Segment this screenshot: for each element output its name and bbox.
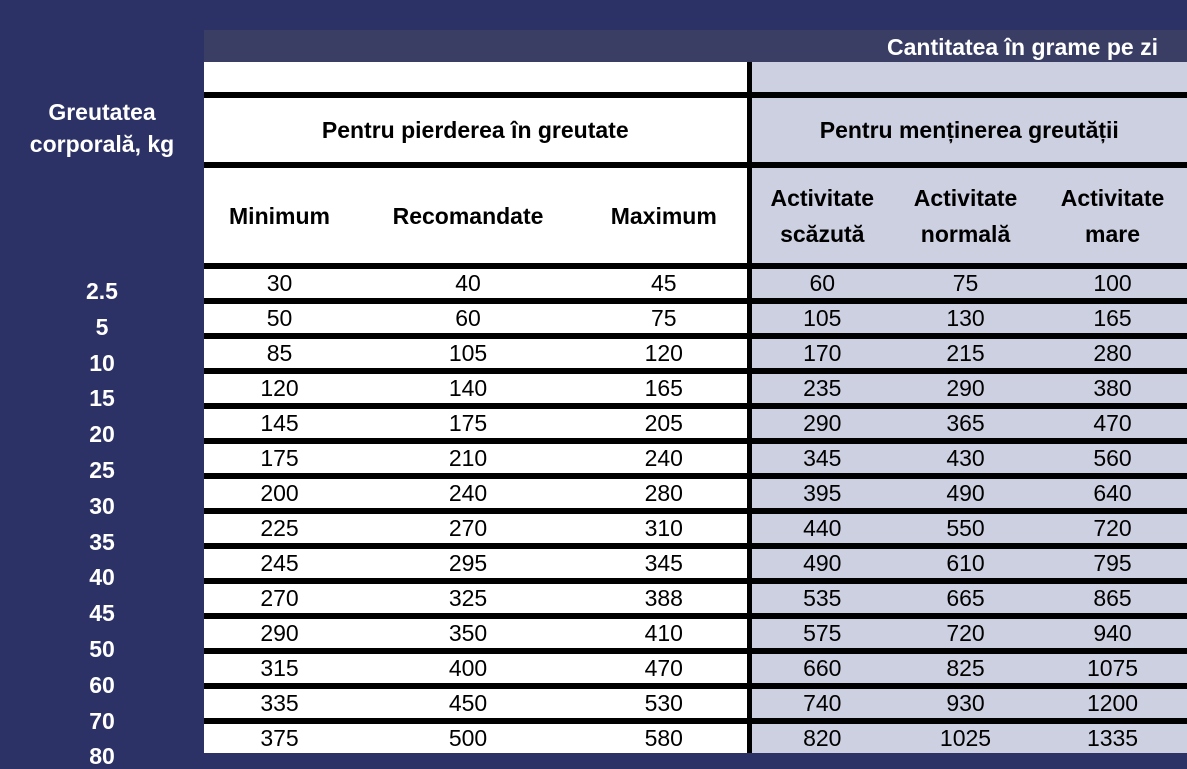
weight-cell: 15 bbox=[89, 385, 115, 412]
weight-cell: 35 bbox=[89, 528, 115, 555]
weight-cell: 80 bbox=[89, 743, 115, 769]
cell-high: 280 bbox=[1038, 336, 1187, 371]
cell-low: 345 bbox=[749, 441, 893, 476]
cell-high: 1335 bbox=[1038, 721, 1187, 753]
cell-low: 820 bbox=[749, 721, 893, 753]
col-maximum: Maximum bbox=[581, 165, 749, 266]
cell-max: 205 bbox=[581, 406, 749, 441]
table-row bbox=[204, 371, 1187, 406]
cell-normal: 825 bbox=[893, 651, 1038, 686]
cell-max: 470 bbox=[581, 651, 749, 686]
cell-high: 795 bbox=[1038, 546, 1187, 581]
cell-recommended: 400 bbox=[355, 651, 581, 686]
cell-recommended: 210 bbox=[355, 441, 581, 476]
group-header-row bbox=[204, 95, 1187, 165]
cell-normal: 215 bbox=[893, 336, 1038, 371]
table-row bbox=[204, 406, 1187, 441]
cell-max: 120 bbox=[581, 336, 749, 371]
feeding-table bbox=[204, 62, 1187, 753]
cell-max: 580 bbox=[581, 721, 749, 753]
cell-min: 145 bbox=[204, 406, 355, 441]
cell-high: 470 bbox=[1038, 406, 1187, 441]
cell-min: 375 bbox=[204, 721, 355, 753]
cell-max: 345 bbox=[581, 546, 749, 581]
cell-min: 290 bbox=[204, 616, 355, 651]
table-row bbox=[204, 301, 1187, 336]
weight-cell: 20 bbox=[89, 421, 115, 448]
cell-min: 315 bbox=[204, 651, 355, 686]
cell-low: 170 bbox=[749, 336, 893, 371]
cell-recommended: 175 bbox=[355, 406, 581, 441]
col-low-activity: Activitate scăzută bbox=[749, 165, 893, 266]
cell-min: 200 bbox=[204, 476, 355, 511]
cell-recommended: 105 bbox=[355, 336, 581, 371]
table-row bbox=[204, 546, 1187, 581]
cell-max: 240 bbox=[581, 441, 749, 476]
weight-column-header bbox=[0, 96, 204, 160]
group-weight-maintenance: Pentru menținerea greutății bbox=[749, 95, 1187, 165]
cell-max: 45 bbox=[581, 266, 749, 301]
cell-recommended: 240 bbox=[355, 476, 581, 511]
cell-min: 225 bbox=[204, 511, 355, 546]
cell-high: 640 bbox=[1038, 476, 1187, 511]
cell-recommended: 140 bbox=[355, 371, 581, 406]
cell-low: 440 bbox=[749, 511, 893, 546]
table-row bbox=[204, 266, 1187, 301]
table-row bbox=[204, 616, 1187, 651]
cell-normal: 610 bbox=[893, 546, 1038, 581]
weight-header-line-1: Greutatea bbox=[48, 99, 156, 125]
cell-min: 85 bbox=[204, 336, 355, 371]
cell-min: 50 bbox=[204, 301, 355, 336]
weight-cell: 25 bbox=[89, 456, 115, 483]
cell-high: 380 bbox=[1038, 371, 1187, 406]
cell-high: 165 bbox=[1038, 301, 1187, 336]
table-row bbox=[204, 336, 1187, 371]
column-header-row bbox=[204, 165, 1187, 266]
spacer-row bbox=[204, 62, 1187, 95]
col-normal-activity: Activitate normală bbox=[893, 165, 1038, 266]
col-recommended: Recomandate bbox=[355, 165, 581, 266]
cell-recommended: 350 bbox=[355, 616, 581, 651]
cell-min: 245 bbox=[204, 546, 355, 581]
table-row bbox=[204, 651, 1187, 686]
cell-high: 560 bbox=[1038, 441, 1187, 476]
weight-cell: 10 bbox=[89, 349, 115, 376]
weight-cell: 70 bbox=[89, 707, 115, 734]
weight-cell: 40 bbox=[89, 564, 115, 591]
table-row bbox=[204, 441, 1187, 476]
cell-high: 720 bbox=[1038, 511, 1187, 546]
col-high-activity: Activitate mare bbox=[1038, 165, 1187, 266]
weight-cell: 2.5 bbox=[86, 278, 118, 304]
cell-max: 388 bbox=[581, 581, 749, 616]
weight-cell: 45 bbox=[89, 600, 115, 627]
cell-normal: 720 bbox=[893, 616, 1038, 651]
cell-low: 660 bbox=[749, 651, 893, 686]
cell-high: 100 bbox=[1038, 266, 1187, 301]
cell-normal: 665 bbox=[893, 581, 1038, 616]
cell-low: 60 bbox=[749, 266, 893, 301]
cell-recommended: 450 bbox=[355, 686, 581, 721]
table-row bbox=[204, 476, 1187, 511]
cell-recommended: 270 bbox=[355, 511, 581, 546]
cell-high: 1075 bbox=[1038, 651, 1187, 686]
cell-low: 490 bbox=[749, 546, 893, 581]
cell-min: 30 bbox=[204, 266, 355, 301]
cell-max: 75 bbox=[581, 301, 749, 336]
cell-low: 740 bbox=[749, 686, 893, 721]
cell-low: 395 bbox=[749, 476, 893, 511]
cell-high: 865 bbox=[1038, 581, 1187, 616]
cell-normal: 1025 bbox=[893, 721, 1038, 753]
weight-column bbox=[0, 274, 204, 769]
cell-high: 940 bbox=[1038, 616, 1187, 651]
cell-low: 535 bbox=[749, 581, 893, 616]
cell-max: 530 bbox=[581, 686, 749, 721]
table-row bbox=[204, 686, 1187, 721]
cell-max: 310 bbox=[581, 511, 749, 546]
cell-normal: 490 bbox=[893, 476, 1038, 511]
cell-low: 105 bbox=[749, 301, 893, 336]
cell-normal: 290 bbox=[893, 371, 1038, 406]
cell-low: 575 bbox=[749, 616, 893, 651]
cell-recommended: 40 bbox=[355, 266, 581, 301]
cell-recommended: 325 bbox=[355, 581, 581, 616]
cell-min: 270 bbox=[204, 581, 355, 616]
cell-low: 290 bbox=[749, 406, 893, 441]
weight-cell: 50 bbox=[89, 635, 115, 662]
cell-min: 175 bbox=[204, 441, 355, 476]
cell-recommended: 500 bbox=[355, 721, 581, 753]
weight-cell: 30 bbox=[89, 492, 115, 519]
col-minimum: Minimum bbox=[204, 165, 355, 266]
cell-recommended: 60 bbox=[355, 301, 581, 336]
group-weight-loss: Pentru pierderea în greutate bbox=[204, 95, 749, 165]
weight-header-line-2: corporală, kg bbox=[29, 131, 175, 157]
table-row bbox=[204, 511, 1187, 546]
cell-max: 165 bbox=[581, 371, 749, 406]
cell-normal: 130 bbox=[893, 301, 1038, 336]
cell-normal: 75 bbox=[893, 266, 1038, 301]
cell-max: 280 bbox=[581, 476, 749, 511]
cell-normal: 550 bbox=[893, 511, 1038, 546]
weight-cell: 5 bbox=[95, 313, 109, 340]
table-row bbox=[204, 721, 1187, 753]
cell-recommended: 295 bbox=[355, 546, 581, 581]
table-row bbox=[204, 581, 1187, 616]
cell-normal: 365 bbox=[893, 406, 1038, 441]
cell-max: 410 bbox=[581, 616, 749, 651]
cell-normal: 430 bbox=[893, 441, 1038, 476]
cell-low: 235 bbox=[749, 371, 893, 406]
weight-cell: 60 bbox=[89, 671, 115, 698]
cell-high: 1200 bbox=[1038, 686, 1187, 721]
cell-normal: 930 bbox=[893, 686, 1038, 721]
unit-caption: Cantitatea în grame pe zi bbox=[887, 34, 1158, 60]
cell-min: 335 bbox=[204, 686, 355, 721]
cell-min: 120 bbox=[204, 371, 355, 406]
